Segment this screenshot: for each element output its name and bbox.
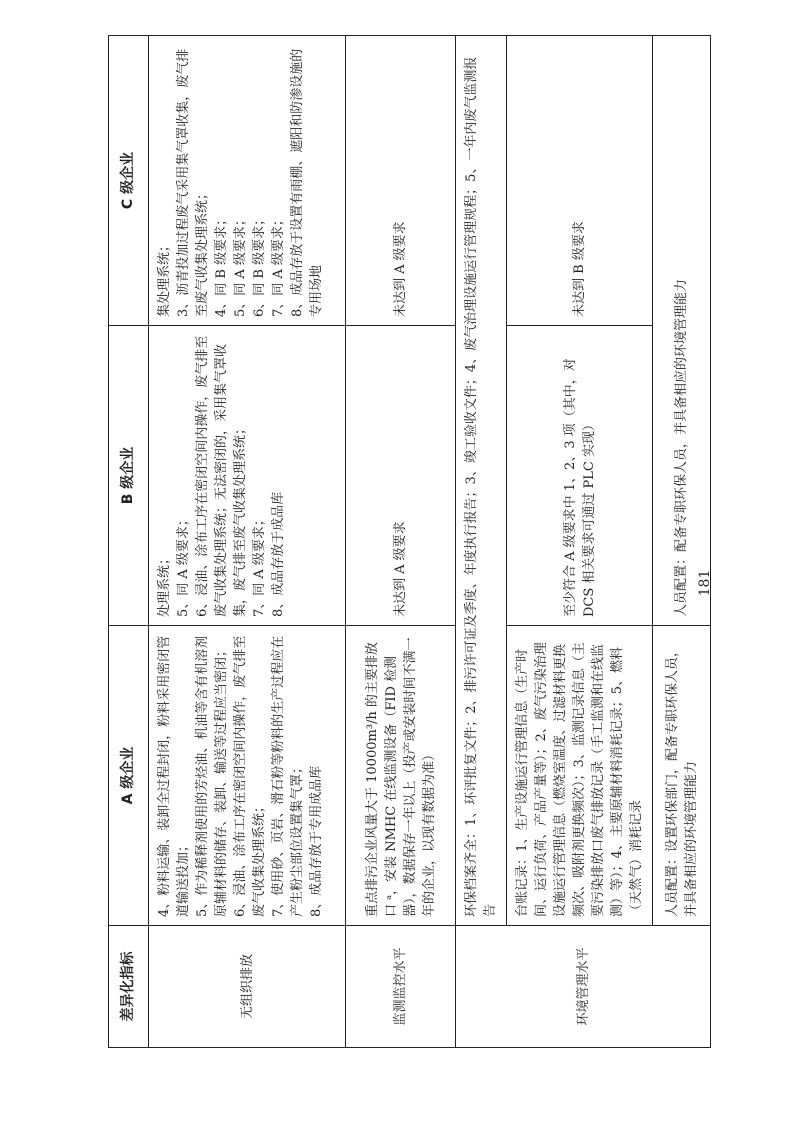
enterprise-grading-table (108, 35, 711, 1048)
cell-line: 处理系统； (157, 551, 172, 617)
page-number: 181 (697, 569, 713, 597)
grade-c-cell (149, 36, 346, 326)
indicator-cell: 监测监控水平 (346, 926, 456, 1048)
table-row (507, 36, 653, 1048)
grade-b-cell: 至少符合 A 级要求中 1、2、3 项（其中，对 DCS 相关要求可通过 PLC 实现） (507, 326, 653, 626)
header-grade-c: C 级企业 (109, 36, 149, 326)
cell-line: 5、作为稀释剂使用的芳烃油、机油等含有机溶剂原辅材料的储存、装卸、输送等过程应当密闭； (195, 635, 229, 917)
table-row (653, 36, 711, 1048)
indicator-cell: 无组织排放 (149, 926, 346, 1048)
grade-a-cell (149, 626, 346, 926)
cell-line: 7、同 A 级要求； (271, 213, 286, 317)
grade-c-cell: 未达到 B 级要求 (507, 36, 653, 326)
cell-line: 6、浸油、涂布工序在密闭空间内操作，废气排至废气收集处理系统； (233, 635, 267, 917)
cell-line: 8、成品存放于设置有雨棚、遮阳和防渗设施的专用场地 (290, 48, 324, 317)
cell-line: 3、沥青投加过程废气采用集气罩收集，废气排至废气收集处理系统； (176, 48, 210, 317)
table-header-row (109, 36, 149, 1048)
table-row (456, 36, 507, 1048)
cell-line: 集处理系统； (157, 238, 172, 317)
grade-a-cell: 台账记录：1、生产设施运行管理信息（生产时间、运行负荷、产品产量等）；2、废气污染治理设施运行管理信息（燃烧室温度、过滤材料更换频次、吸附剂更换频次）；3、监测记录信息（主要污染排放口废气排放记录（手工监测和在线监测）等）；4、主要原辅材料消耗记录；5、燃料（天然气）消耗记录 (507, 626, 653, 926)
cell-line: 7、同 A 级要求； (252, 513, 267, 617)
grade-a-cell: 人员配置：设置环保部门，配备专职环保人员，并具备相应的环境管理能力 (653, 626, 711, 926)
cell-line: 8、成品存放于成品库 (271, 491, 286, 617)
cell-line: 7、使用砂、页岩、滑石粉等粉料的生产过程应在产生粉尘部位设置集气罩； (271, 635, 305, 917)
grade-bc-cell: 人员配置：配备专职环保人员，并具备相应的环境管理能力 (653, 36, 711, 626)
cell-line: 8、成品存放于专用成品库 (309, 765, 324, 917)
indicator-cell: 环境管理水平 (456, 926, 711, 1048)
cell-line: 5、同 A 级要求； (176, 513, 191, 617)
cell-line: 4、粉料运输、装卸全过程封闭，粉料采用密闭管道输送投加； (157, 635, 191, 917)
cell-line: 5、同 A 级要求； (233, 213, 248, 317)
merged-requirement-cell: 环保档案齐全：1、环评批复文件；2、排污许可证及季度、年度执行报告；3、竣工验收文件；4、废气治理设施运行管理规程；5、一年内废气监测报告 (456, 36, 507, 926)
grade-c-cell: 未达到 A 级要求 (346, 36, 456, 326)
grade-b-cell: 未达到 A 级要求 (346, 326, 456, 626)
grade-a-cell: 重点排污企业风量大于 10000m³/h 的主要排放口 ᵃ，安装 NMHC 在线监测设备（FID 检测器），数据保存一年以上（投产或安装时间不满一年的企业，以现有数据为准） (346, 626, 456, 926)
table-row (346, 36, 456, 1048)
rotated-table-container (108, 36, 699, 1048)
grade-b-cell (149, 326, 346, 626)
header-grade-a: A 级企业 (109, 626, 149, 926)
cell-line: 4、同 B 级要求； (214, 212, 229, 317)
cell-line: 6、浸油、涂布工序在密闭空间内操作，废气排至废气收集处理系统；无法密闭的，采用集气罩收集，废气排至废气收集处理系统； (195, 335, 248, 617)
cell-line: 6、同 B 级要求； (252, 212, 267, 317)
table-row (149, 36, 346, 1048)
header-indicator: 差异化指标 (109, 926, 149, 1048)
header-grade-b: B 级企业 (109, 326, 149, 626)
